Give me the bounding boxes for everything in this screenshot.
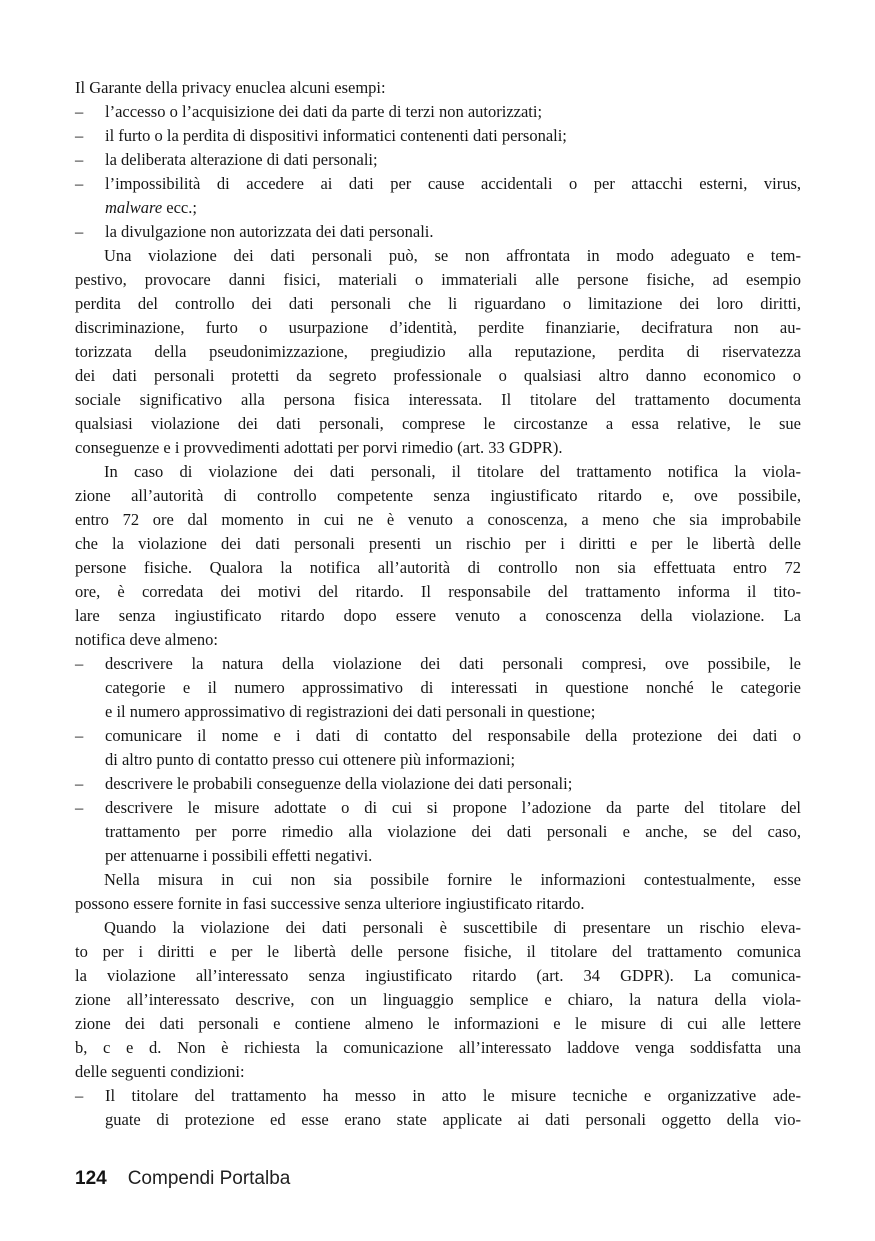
text-line: entro 72 ore dal momento in cui ne è venuto a conoscenza, a meno che sia improbabile [75, 510, 801, 529]
text-line: lare senza ingiustificato ritardo dopo essere venuto a conoscenza della violazione. La [75, 606, 801, 625]
list-dash: – [75, 798, 84, 817]
text-line: sociale significativo alla persona fisica interessata. Il titolare del trattamento documenta [75, 390, 801, 409]
text-line: discriminazione, furto o usurpazione d’identità, perdite finanziarie, decifratura non au- [75, 318, 801, 337]
text-line: zione dei dati personali e contiene almeno le informazioni e le misure di cui alle lettere [75, 1014, 801, 1033]
text-line: notifica deve almeno: [75, 630, 218, 649]
list-dash: – [75, 726, 84, 745]
list-dash: – [75, 174, 84, 193]
text-line: – il furto o la perdita di dispositivi informatici contenenti dati personali; [75, 124, 801, 148]
list-dash: – [75, 222, 84, 241]
text-line: la violazione all’interessato senza ingiustificato ritardo (art. 34 GDPR). La comunica- [75, 966, 801, 985]
text-line: – comunicare il nome e i dati di contatto del responsabile della protezione dei dati o [75, 724, 801, 748]
text-line: – l’accesso o l’acquisizione dei dati da parte di terzi non autorizzati; [75, 100, 801, 124]
text-line: conseguenze e i provvedimenti adottati per porvi rimedio (art. 33 GDPR). [75, 438, 563, 457]
text-line: guate di protezione ed esse erano state applicate ai dati personali oggetto della vio- [105, 1110, 801, 1129]
text-line: pestivo, provocare danni fisici, materiali o immateriali alle persone fisiche, ad esempio [75, 270, 801, 289]
running-footer-title: Compendi Portalba [127, 1168, 291, 1189]
body-text [75, 76, 801, 1132]
text-line: e il numero approssimativo di registrazioni dei dati personali in questione; [105, 702, 596, 721]
list-dash: – [75, 654, 84, 673]
text-line: In caso di violazione dei dati personali, il titolare del trattamento notifica la viola- [104, 462, 801, 481]
text-line: dei dati personali protetti da segreto professionale o qualsiasi altro danno economico o [75, 366, 801, 385]
text-line: qualsiasi violazione dei dati personali, comprese le circostanze a essa relative, le sue [75, 414, 801, 433]
list-dash: – [75, 1086, 84, 1105]
text-line: categorie e il numero approssimativo di interessati in questione nonché le categorie [105, 678, 801, 697]
text-line: persone fisiche. Qualora la notifica all’autorità di controllo non sia effettuata entro 72 [75, 558, 801, 577]
text-line: zione all’interessato descrive, con un linguaggio semplice e chiaro, la natura della viola- [75, 990, 801, 1009]
text-line: che la violazione dei dati personali presenti un rischio per i diritti e per le libertà delle [75, 534, 801, 553]
text-line: possono essere fornite in fasi successive senza ulteriore ingiustificato ritardo. [75, 894, 585, 913]
text-line: per attenuarne i possibili effetti negativi. [105, 846, 373, 865]
text-line: Una violazione dei dati personali può, se non affrontata in modo adeguato e tem- [104, 246, 801, 265]
text-line: b, c e d. Non è richiesta la comunicazione all’interessato laddove venga soddisfatta una [75, 1038, 801, 1057]
text-line: ore, è corredata dei motivi del ritardo. Il responsabile del trattamento informa il tito- [75, 582, 801, 601]
text-line: – l’impossibilità di accedere ai dati per cause accidentali o per attacchi esterni, virus, [75, 172, 801, 196]
text-line: – la divulgazione non autorizzata dei dati personali. [75, 220, 801, 244]
text-line: torizzata della pseudonimizzazione, pregiudizio alla reputazione, perdita di riservatezza [75, 342, 801, 361]
text-line: – descrivere la natura della violazione dei dati personali compresi, ove possibile, le [75, 652, 801, 676]
text-line: malware ecc.; [105, 198, 197, 217]
text-line: di altro punto di contatto presso cui ottenere più informazioni; [105, 750, 516, 769]
text-line: zione all’autorità di controllo competente senza ingiustificato ritardo e, ove possibile, [75, 486, 801, 505]
text-line: Quando la violazione dei dati personali è suscettibile di presentare un rischio eleva- [104, 918, 801, 937]
page-footer [75, 1168, 290, 1190]
text-line: Il Garante della privacy enuclea alcuni esempi: [75, 78, 386, 97]
italic-term: malware [105, 198, 163, 217]
text-line: Nella misura in cui non sia possibile fornire le informazioni contestualmente, esse [104, 870, 801, 889]
text-line: perdita del controllo dei dati personali che li riguardano o limitazione dei loro diritti, [75, 294, 801, 313]
text-line: delle seguenti condizioni: [75, 1062, 245, 1081]
text-line: to per i diritti e per le libertà delle persone fisiche, il titolare del trattamento comunica [75, 942, 801, 961]
text-line: – descrivere le probabili conseguenze della violazione dei dati personali; [75, 772, 801, 796]
text-line: trattamento per porre rimedio alla violazione dei dati personali e anche, se del caso, [105, 822, 801, 841]
page-number: 124 [75, 1168, 107, 1189]
text-line: – Il titolare del trattamento ha messo in atto le misure tecniche e organizzative ade- [75, 1084, 801, 1108]
list-dash: – [75, 150, 84, 169]
list-dash: – [75, 102, 84, 121]
list-dash: – [75, 774, 84, 793]
text-line: – descrivere le misure adottate o di cui si propone l’adozione da parte del titolare del [75, 796, 801, 820]
text-line: – la deliberata alterazione di dati personali; [75, 148, 801, 172]
list-dash: – [75, 126, 84, 145]
